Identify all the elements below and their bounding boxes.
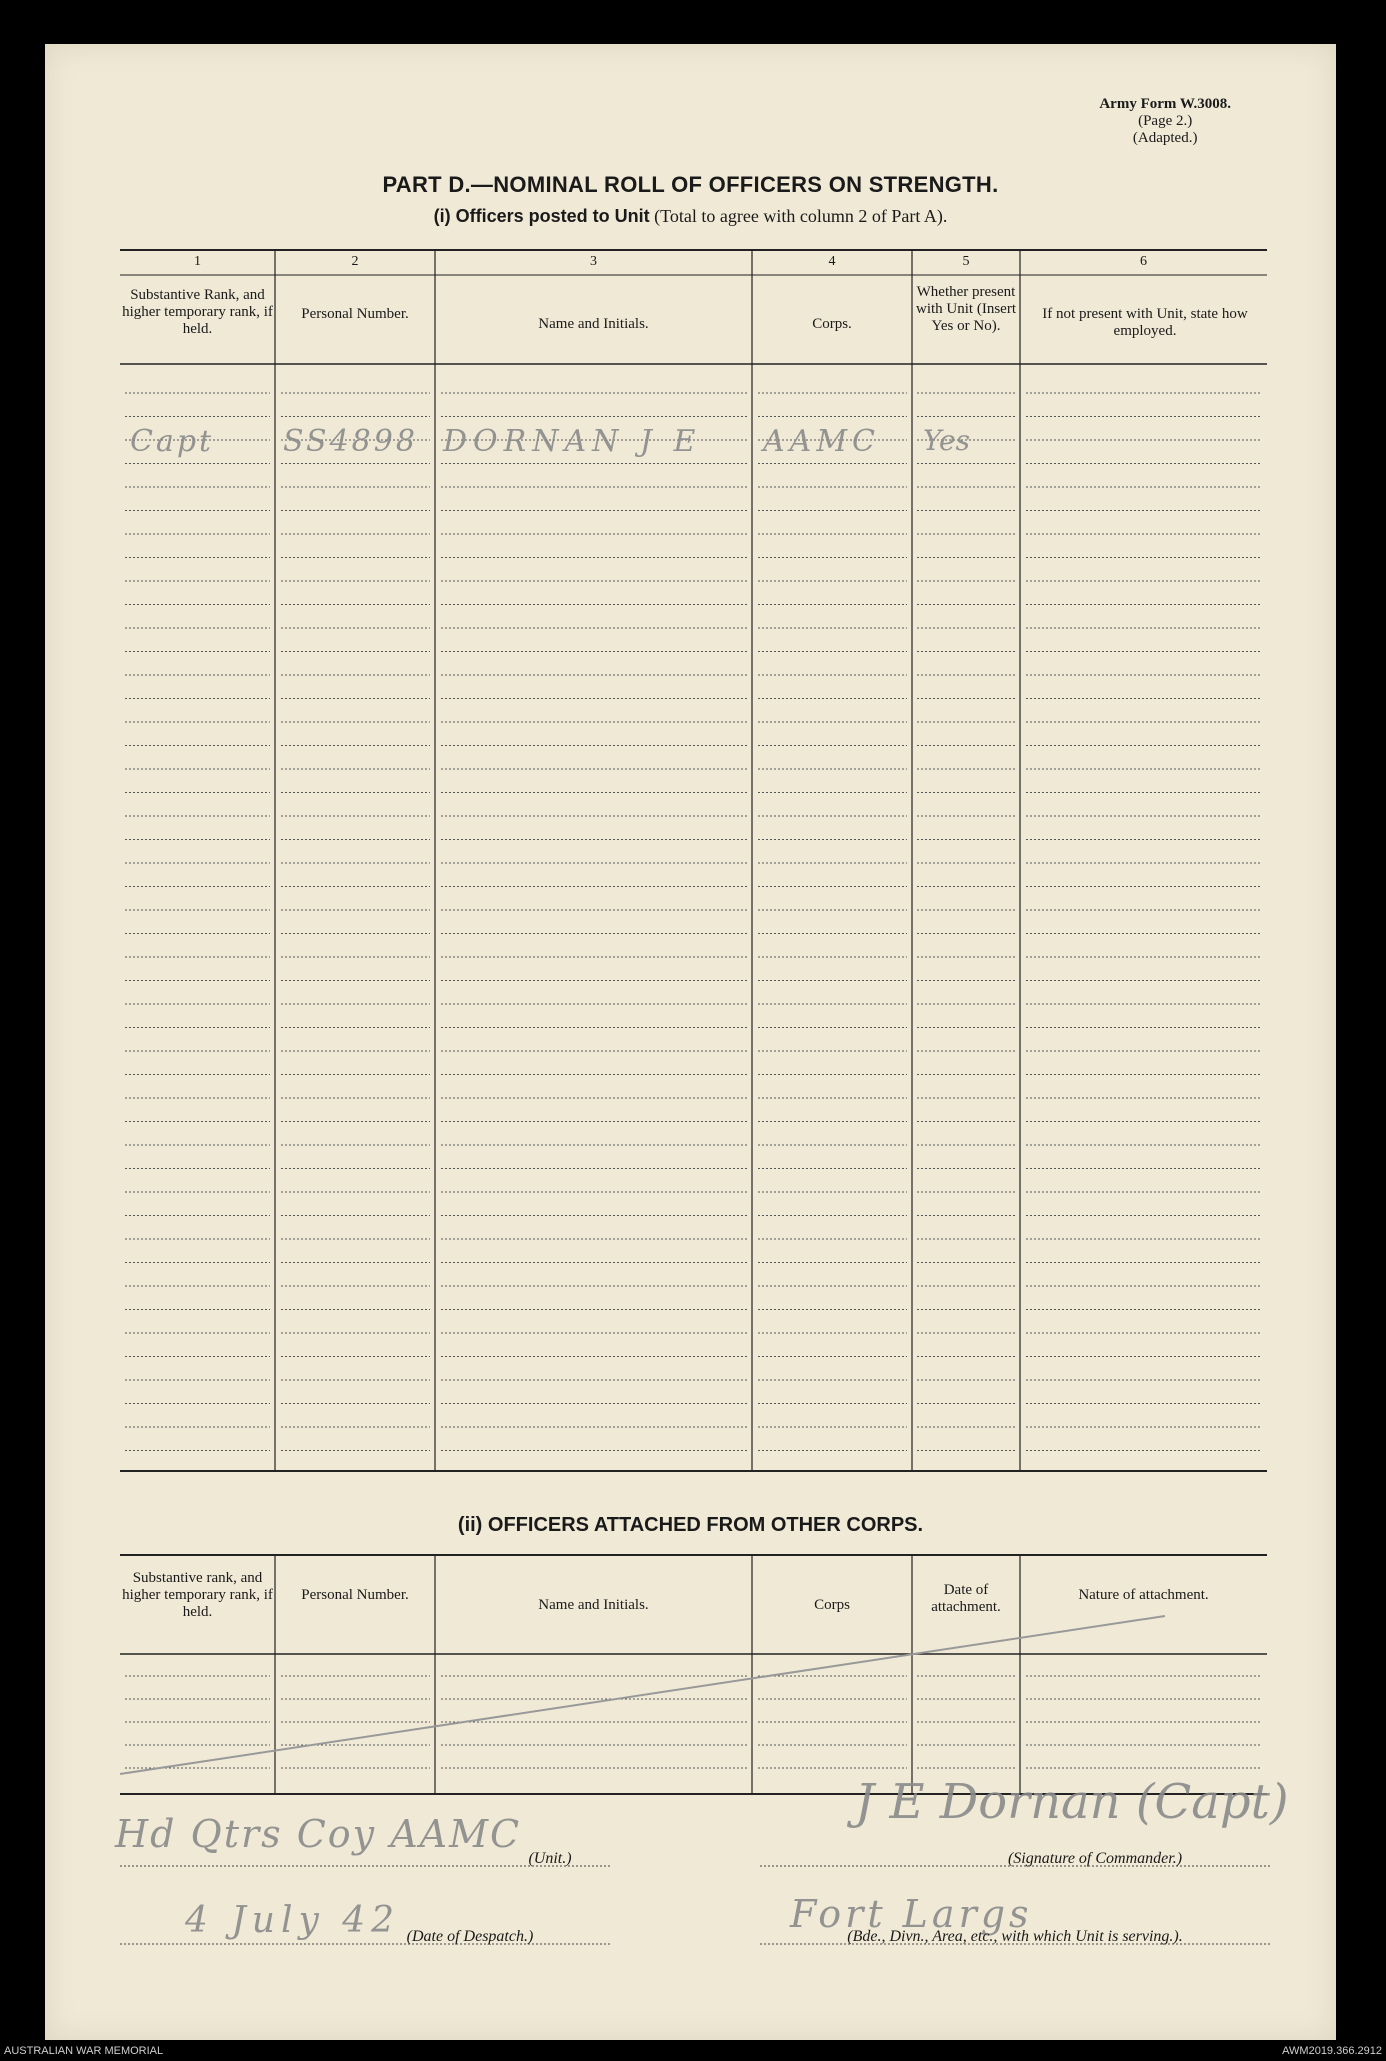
header-present: Whether present with Unit (Insert Yes or No). bbox=[916, 284, 1016, 334]
signature-value: J E Dornan (Capt) bbox=[855, 1774, 1289, 1830]
header-employment: If not present with Unit, state how employed. bbox=[1042, 306, 1248, 339]
header-corps: Corps. bbox=[812, 316, 852, 332]
serving-value: Fort Largs bbox=[790, 1892, 1033, 1936]
ii-header-rank: Substantive rank, and higher temporary rank, if held. bbox=[122, 1570, 273, 1620]
form-adapted-note: (Adapted.) bbox=[1132, 130, 1198, 146]
entry-present: Yes bbox=[923, 424, 970, 457]
ii-header-corps: Corps bbox=[814, 1597, 850, 1613]
form-ruling bbox=[45, 44, 1336, 2040]
col-number-6: 6 bbox=[1140, 254, 1147, 269]
entry-rank: Capt bbox=[130, 424, 215, 459]
unit-label: (Unit.) bbox=[528, 1850, 572, 1867]
col-number-4: 4 bbox=[828, 254, 836, 269]
entry-corps: AAMC bbox=[763, 424, 881, 459]
subtitle-bold: (i) Officers posted to Unit bbox=[433, 206, 650, 226]
ii-header-name: Name and Initials. bbox=[538, 1597, 649, 1613]
ii-header-date: Date of attachment. bbox=[931, 1582, 1001, 1615]
subtitle-rest: (Total to agree with column 2 of Part A). bbox=[654, 206, 948, 226]
date-label: (Date of Despatch.) bbox=[406, 1928, 534, 1945]
signature-label: (Signature of Commander.) bbox=[1007, 1850, 1183, 1867]
serving-label: (Bde., Divn., Area, etc., with which Unit is serving.). bbox=[847, 1928, 1183, 1945]
part-d-title: PART D.—NOMINAL ROLL OF OFFICERS ON STRENGTH. bbox=[382, 172, 999, 197]
credit-right: AWM2019.366.2912 bbox=[1282, 2045, 1382, 2057]
header-name: Name and Initials. bbox=[538, 316, 649, 332]
ii-header-personal-number: Personal Number. bbox=[301, 1587, 409, 1603]
col-number-3: 3 bbox=[590, 254, 597, 269]
entry-name: DORNAN J E bbox=[443, 424, 702, 459]
part-ii-title: (ii) OFFICERS ATTACHED FROM OTHER CORPS. bbox=[457, 1514, 924, 1536]
header-rank: Substantive Rank, and higher temporary rank, if held. bbox=[122, 287, 273, 337]
date-value: 4 July 42 bbox=[185, 1900, 401, 1941]
unit-value: Hd Qtrs Coy AAMC bbox=[115, 1812, 522, 1856]
form-number: Army Form W.3008. bbox=[1099, 96, 1231, 112]
col-number-2: 2 bbox=[351, 254, 359, 269]
col-number-1: 1 bbox=[194, 254, 201, 269]
col-number-5: 5 bbox=[962, 254, 970, 269]
form-page-number: (Page 2.) bbox=[1138, 113, 1193, 129]
entry-personal-number: SS4898 bbox=[283, 424, 418, 459]
ii-header-nature: Nature of attachment. bbox=[1078, 1587, 1209, 1603]
header-personal-number: Personal Number. bbox=[301, 306, 409, 322]
credit-left: AUSTRALIAN WAR MEMORIAL bbox=[4, 2045, 164, 2057]
form-page bbox=[45, 44, 1336, 2040]
